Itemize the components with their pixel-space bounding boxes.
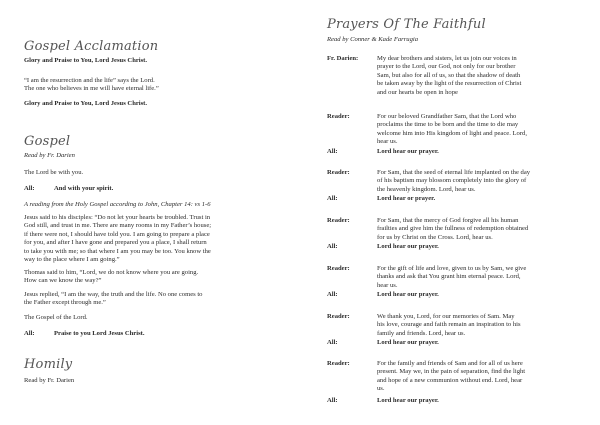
prayer-text <box>377 265 526 290</box>
gospel-greeting: The Lord be with you. <box>24 169 84 176</box>
gospel-closing-label: All: <box>24 330 35 337</box>
gospel-reference: A reading from the Holy Gospel according to John, Chapter 14: vs 1-6 <box>24 201 211 208</box>
prayer-response: Lord hear our prayer. <box>377 291 439 298</box>
reader-label: Reader: <box>327 265 350 272</box>
prayer-line: For Sam, that the mercy of God forgive all his human <box>377 217 519 224</box>
acclamation-verse <box>24 77 159 94</box>
reader-label: Reader: <box>327 313 350 320</box>
prayer-line: and hope of a new communion without end. Lord, hear <box>377 376 523 384</box>
all-label: All: <box>327 339 338 346</box>
all-label: All: <box>327 243 338 250</box>
gospel-read-by: Read by Fr. Darien <box>24 152 75 159</box>
prayer-line: us. <box>377 385 385 393</box>
intro-text <box>377 55 521 97</box>
gospel-paragraph-1 <box>24 214 211 264</box>
prayer-line: hear us. <box>377 281 398 289</box>
acclamation-verse-line: The one who believes in me will have eternal life.” <box>24 85 159 93</box>
gospel-line: for you, and after I have gone and prepared you a place, I shall return <box>24 239 207 247</box>
prayer-text <box>377 113 527 147</box>
prayers-read-by: Read by Conner & Kade Farrugia <box>327 36 419 43</box>
gospel-closing-response: Praise to you Lord Jesus Christ. <box>54 330 145 337</box>
gospel-line: to take you with me; so that where I am you may be too. You know the <box>24 247 211 255</box>
all-label: All: <box>327 148 338 155</box>
gospel-paragraph-3 <box>24 291 202 308</box>
intro-label: Fr. Darien: <box>327 55 359 62</box>
all-label: All: <box>327 291 338 298</box>
prayer-response: Lord hear our prayer. <box>377 148 439 155</box>
gospel-line: Jesus replied, “I am the way, the truth and the life. No one comes to <box>24 291 203 298</box>
prayer-text <box>377 169 530 194</box>
prayer-line: thanks and ask that You grant him eternal peace. Lord, <box>377 273 521 281</box>
acclamation-response-2: Glory and Praise to You, Lord Jesus Christ. <box>24 100 148 107</box>
gospel-acclamation-title: Gospel Acclamation <box>24 39 159 54</box>
all-label: All: <box>327 195 338 202</box>
homily-read-by: Read by Fr. Darien <box>24 377 75 384</box>
prayer-line: frailties and give him the fullness of redemption obtained <box>377 225 529 233</box>
prayer-text <box>377 360 525 394</box>
prayer-text <box>377 217 528 242</box>
gospel-line: Jesus said to his disciples: “Do not let your hearts be troubled. Trust in <box>24 214 211 221</box>
prayer-line: For our beloved Grandfather Sam, that the Lord who <box>377 113 517 120</box>
prayer-line: For the family and friends of Sam and for all of us here <box>377 360 523 367</box>
gospel-line: the Father except through me.” <box>24 299 106 307</box>
intro-line: and our hearts be open in hope <box>377 88 458 96</box>
prayer-line: his love, courage and faith remain an inspiration to his <box>377 321 521 329</box>
prayer-line: For Sam, that the seed of eternal life implanted on the day <box>377 169 531 176</box>
prayer-line: hear us. <box>377 138 398 146</box>
gospel-line: way to the place where I am going.” <box>24 256 120 264</box>
prayer-line: welcome him into His kingdom of light and peace. Lord, <box>377 129 527 137</box>
prayer-line: present. May we, in the pain of separation, find the light <box>377 368 526 376</box>
prayer-response: Lord hear our prayer. <box>377 397 439 404</box>
intro-line: prayer to the Lord, our God, not only for our brother <box>377 63 516 71</box>
prayer-text <box>377 313 521 338</box>
acclamation-response-1: Glory and Praise to You, Lord Jesus Christ. <box>24 57 148 64</box>
prayer-line: of his baptism may blossom completely into the glory of <box>377 177 527 185</box>
prayer-response: Lord hear our prayer. <box>377 339 439 346</box>
gospel-line: if there were not, I should have told you. I am going to prepare a place <box>24 230 210 238</box>
gospel-line: Thomas said to him, “Lord, we do not know where you are going. <box>24 269 199 276</box>
prayer-line: family and friends. Lord, hear us. <box>377 329 466 337</box>
reader-label: Reader: <box>327 360 350 367</box>
gospel-title: Gospel <box>24 134 71 149</box>
reader-label: Reader: <box>327 169 350 176</box>
prayer-line: For the gift of life and love, given to us by Sam, we give <box>377 265 527 272</box>
reader-label: Reader: <box>327 113 350 120</box>
reader-label: Reader: <box>327 217 350 224</box>
acclamation-verse-line: “I am the resurrection and the life” says the Lord. <box>24 77 155 84</box>
prayer-line: for us by Christ on the Cross. Lord, hear us. <box>377 233 493 241</box>
gospel-line: God still, and trust in me. There are many rooms in my Father’s house; <box>24 222 212 230</box>
gospel-line: How can we know the way?” <box>24 277 102 285</box>
prayer-response: Lord hear or prayer. <box>377 195 436 202</box>
homily-title: Homily <box>24 357 73 372</box>
intro-line: My dear brothers and sisters, let us join our voices in <box>377 55 517 62</box>
prayer-response: Lord hear our prayer. <box>377 243 439 250</box>
gospel-all-response: And with your spirit. <box>54 185 114 192</box>
gospel-closing: The Gospel of the Lord. <box>24 314 88 321</box>
all-label: All: <box>327 397 338 404</box>
intro-line: be taken away by the light of the resurrection of Christ <box>377 80 522 88</box>
gospel-all-label: All: <box>24 185 35 192</box>
gospel-paragraph-2 <box>24 269 198 286</box>
prayer-line: proclaims the time to be born and the time to die may <box>377 121 519 129</box>
prayer-line: We thank you, Lord, for our memories of Sam. May <box>377 313 515 320</box>
prayers-title: Prayers Of The Faithful <box>327 17 486 32</box>
prayer-line: the heavenly kingdom. Lord, hear us. <box>377 185 476 193</box>
intro-line: Sam, but also for all of us, so that the shadow of death <box>377 71 521 79</box>
